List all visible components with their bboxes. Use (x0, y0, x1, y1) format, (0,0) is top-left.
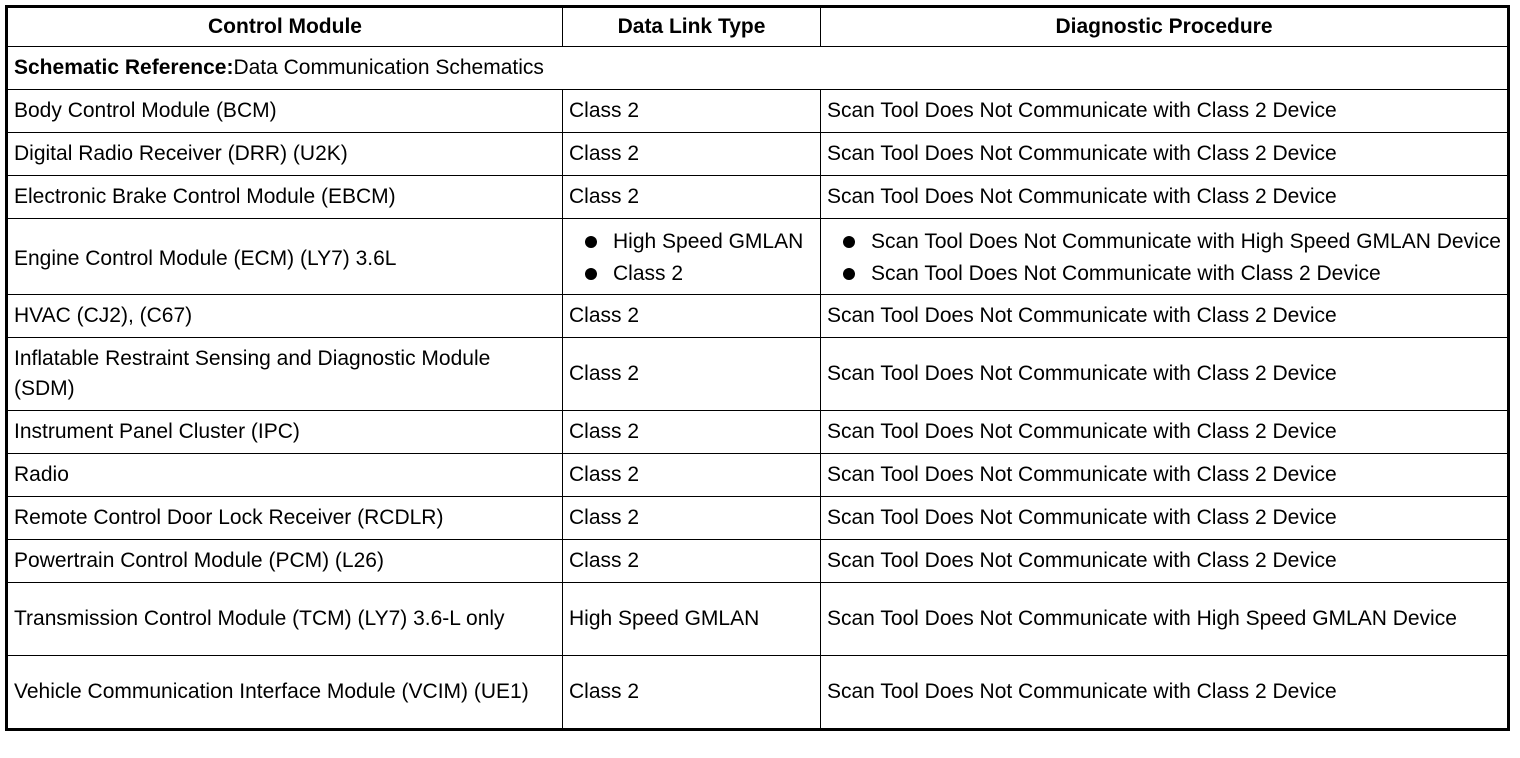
header-diagnostic-procedure: Diagnostic Procedure (821, 7, 1509, 47)
module-cell: Inflatable Restraint Sensing and Diagnostic Module (SDM) (7, 338, 563, 411)
bullet-icon (843, 236, 855, 248)
procedure-link[interactable]: Scan Tool Does Not Communicate with Class 2 Device (821, 540, 1509, 583)
procedure-link[interactable]: Scan Tool Does Not Communicate with High Speed GMLAN Device (821, 583, 1509, 656)
header-data-link-type: Data Link Type (563, 7, 821, 47)
module-cell: Digital Radio Receiver (DRR) (U2K) (7, 133, 563, 176)
table-row (7, 411, 1509, 454)
control-module-table (5, 5, 1510, 731)
table-row (7, 540, 1509, 583)
procedure-link[interactable]: Scan Tool Does Not Communicate with Class 2 Device (821, 454, 1509, 497)
procedure-link[interactable]: Scan Tool Does Not Communicate with Class 2 Device (821, 90, 1509, 133)
list-item (569, 259, 814, 289)
module-cell: Vehicle Communication Interface Module (VCIM) (UE1) (7, 656, 563, 730)
module-cell: Electronic Brake Control Module (EBCM) (7, 176, 563, 219)
table-row (7, 338, 1509, 411)
link-type-cell: Class 2 (563, 497, 821, 540)
link-type-cell (563, 219, 821, 295)
table-row (7, 583, 1509, 656)
link-type-cell: Class 2 (563, 295, 821, 338)
table-row (7, 133, 1509, 176)
module-cell: Transmission Control Module (TCM) (LY7) 3.6-L only (7, 583, 563, 656)
link-type-text: Class 2 (613, 262, 684, 285)
link-type-cell: Class 2 (563, 338, 821, 411)
list-item (569, 227, 814, 257)
schematic-reference-separator: : (226, 56, 234, 79)
procedure-list (827, 227, 1501, 289)
module-cell: Radio (7, 454, 563, 497)
module-cell: Body Control Module (BCM) (7, 90, 563, 133)
bullet-icon (585, 236, 597, 248)
schematic-reference-label: Schematic Reference (14, 56, 227, 79)
link-type-text: High Speed GMLAN (613, 230, 804, 253)
module-cell: HVAC (CJ2), (C67) (7, 295, 563, 338)
schematic-reference-row (7, 47, 1509, 90)
procedure-link[interactable]: Scan Tool Does Not Communicate with Class 2 Device (821, 656, 1509, 730)
procedure-cell (821, 219, 1509, 295)
link-type-cell: Class 2 (563, 176, 821, 219)
link-type-cell: Class 2 (563, 411, 821, 454)
procedure-link[interactable]: Scan Tool Does Not Communicate with Class 2 Device (821, 411, 1509, 454)
list-item (827, 227, 1501, 257)
link-type-cell: Class 2 (563, 90, 821, 133)
module-cell: Remote Control Door Lock Receiver (RCDLR) (7, 497, 563, 540)
header-control-module: Control Module (7, 7, 563, 47)
link-type-list (569, 227, 814, 289)
header-row (7, 7, 1509, 47)
module-cell: Instrument Panel Cluster (IPC) (7, 411, 563, 454)
module-cell: Engine Control Module (ECM) (LY7) 3.6L (7, 219, 563, 295)
schematic-reference-link[interactable]: Data Communication Schematics (233, 56, 544, 79)
link-type-cell: Class 2 (563, 454, 821, 497)
table-row (7, 656, 1509, 730)
schematic-reference-cell (7, 47, 1509, 90)
table-row (7, 454, 1509, 497)
procedure-link[interactable]: Scan Tool Does Not Communicate with Class 2 Device (821, 497, 1509, 540)
procedure-link[interactable]: Scan Tool Does Not Communicate with Class 2 Device (821, 295, 1509, 338)
procedure-link[interactable]: Scan Tool Does Not Communicate with Class 2 Device (821, 176, 1509, 219)
table-row (7, 219, 1509, 295)
module-cell: Powertrain Control Module (PCM) (L26) (7, 540, 563, 583)
procedure-link[interactable]: Scan Tool Does Not Communicate with Class 2 Device (871, 262, 1381, 285)
table-row (7, 295, 1509, 338)
link-type-cell: Class 2 (563, 656, 821, 730)
procedure-link[interactable]: Scan Tool Does Not Communicate with Class 2 Device (821, 133, 1509, 176)
bullet-icon (585, 268, 597, 280)
list-item (827, 259, 1501, 289)
table-row (7, 497, 1509, 540)
link-type-cell: High Speed GMLAN (563, 583, 821, 656)
bullet-icon (843, 268, 855, 280)
table-row (7, 90, 1509, 133)
procedure-link[interactable]: Scan Tool Does Not Communicate with Class 2 Device (821, 338, 1509, 411)
link-type-cell: Class 2 (563, 540, 821, 583)
table-row (7, 176, 1509, 219)
link-type-cell: Class 2 (563, 133, 821, 176)
procedure-link[interactable]: Scan Tool Does Not Communicate with High Speed GMLAN Device (871, 230, 1501, 253)
